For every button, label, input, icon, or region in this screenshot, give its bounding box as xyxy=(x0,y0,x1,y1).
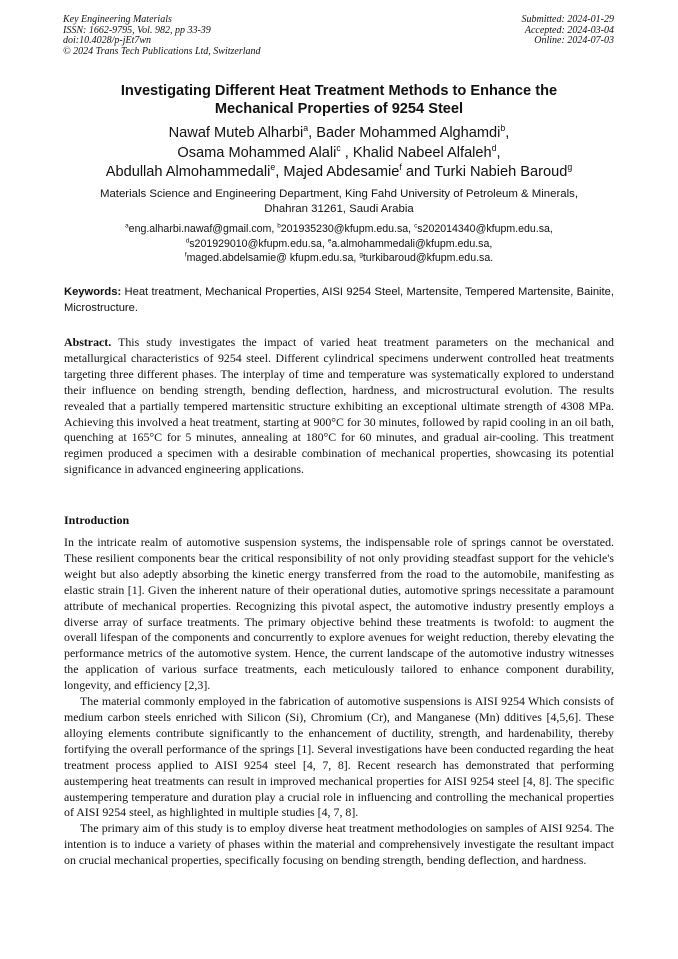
email-separator: , xyxy=(271,223,278,235)
email-link[interactable]: maged.abdelsamie@ kfupm.edu.sa xyxy=(186,252,354,264)
paragraph: In the intricate realm of automotive suspension systems, the indispensable role of springs cannot be overstated. These resilient components bear the critical responsibility of not only providing steadfast support for the vehicle's weight but also adeptly absorbing the kinetic energy transferred from the road to the automobile, manifesting as elastic strain [1]. Given the inherent nature of their operational duties, automotive springs necessitate a paramount attribute of mechanical properties. Recognizing this pivotal aspect, the automotive industry presently employs a diverse array of surface treatments. The primary objective behind these treatments is twofold: to augment the overall lifespan of the components and concurrently to explore avenues for weight reduction, thereby elevating the performance metrics of the automotive system. Hence, the current landscape of the automotive industry witnesses the application of various surface treatments, each meticulously tailored to enhance component durability, longevity, and efficiency [2,3]. xyxy=(64,535,614,693)
journal-header xyxy=(63,15,261,57)
author-separator: , xyxy=(340,144,353,161)
issn-volume: ISSN: 1662-9795, Vol. 982, pp 33-39 xyxy=(63,24,211,36)
abstract xyxy=(64,335,614,478)
abstract-label: Abstract. xyxy=(64,335,112,349)
email-mark: e xyxy=(327,236,332,244)
email-link[interactable]: s201929010@kfupm.edu.sa xyxy=(189,237,322,250)
email-separator: , xyxy=(353,252,360,264)
author-separator: and xyxy=(401,164,435,180)
email-mark: c xyxy=(414,222,418,230)
author-affil-mark: a xyxy=(303,123,309,134)
email-link[interactable]: s202014340@kfupm.edu.sa, xyxy=(417,223,553,235)
email-separator: , xyxy=(408,223,415,235)
email-mark: f xyxy=(184,251,187,259)
online-date: Online: 2024-07-03 xyxy=(534,35,614,47)
author-list xyxy=(40,124,638,183)
author-affil-mark: e xyxy=(270,162,276,173)
author-name: Abdullah Almohammedali xyxy=(105,164,271,180)
affiliation xyxy=(40,187,638,217)
email-mark: a xyxy=(125,222,129,230)
author-name: Osama Mohammed Alali xyxy=(177,144,337,161)
keywords xyxy=(64,285,614,316)
author-separator: , xyxy=(275,164,284,180)
author-name: Khalid Nabeel Alfaleh xyxy=(352,144,492,161)
email-mark: d xyxy=(185,236,190,244)
author-affil-mark: f xyxy=(399,162,402,173)
accepted-date: Accepted: 2024-03-04 xyxy=(524,24,614,36)
email-link[interactable]: turkibaroud@kfupm.edu.sa. xyxy=(362,252,494,264)
copyright: © 2024 Trans Tech Publications Ltd, Switzerland xyxy=(63,45,261,57)
paragraph: The material commonly employed in the fabrication of automotive suspensions is AISI 9254 Which consists of medium carbon steels enriched with Silicon (Si), Chromium (Cr), and Manganese (Mn) dditives [4,5,6]. These alloying elements contribute significantly to the enhancement of ductility, strength, and hardenability, thereby fortifying the overall performance of the springs [1]. Several investigations have been conducted regarding the heat treatment process applied to AISI 9254 steel [4, 7, 8]. Recent research has demonstrated that performing austempering heat treatments can result in improved mechanical properties for AISI 9254 steel [4, 8]. The specific austempering temperature and duration play a crucial role in influencing and controlling the mechanical properties of AISI 9254 steel, as highlighted in multiple studies [4, 7, 8]. xyxy=(64,694,614,820)
email-mark: b xyxy=(277,222,281,230)
author-line xyxy=(40,163,638,183)
author-affil-mark: g xyxy=(567,162,573,173)
email-line xyxy=(40,251,638,266)
author-separator: , xyxy=(308,125,317,141)
affiliation-line: Materials Science and Engineering Department, King Fahd University of Petroleum & Minerals, xyxy=(99,188,578,200)
title-line: Investigating Different Heat Treatment Methods to Enhance the xyxy=(120,83,558,99)
email-link[interactable]: 201935230@kfupm.edu.sa xyxy=(280,223,409,235)
author-line xyxy=(40,124,638,144)
keywords-text: Heat treatment, Mechanical Properties, AISI 9254 Steel, Martensite, Tempered Martensite, Bainite, Microstructure. xyxy=(64,286,614,314)
author-name: Nawaf Muteb Alharbi xyxy=(168,125,304,141)
doi: doi:10.4028/p-jEt7wn xyxy=(63,35,152,47)
email-link[interactable]: eng.alharbi.nawaf@gmail.com xyxy=(128,223,272,235)
paragraph: The primary aim of this study is to employ diverse heat treatment methodologies on samples of AISI 9254. The intention is to induce a variety of phases within the material and comprehensively investigate the resultant impact on crucial mechanical properties, specifically focusing on bending strength, bending deflection, and hardness. xyxy=(64,821,614,868)
paper-title xyxy=(40,82,638,118)
submitted-date: Submitted: 2024-01-29 xyxy=(521,14,614,25)
journal-name: Key Engineering Materials xyxy=(63,14,172,25)
email-line xyxy=(40,222,638,237)
author-affil-mark: c xyxy=(336,142,341,153)
email-line xyxy=(40,237,638,252)
dates-header xyxy=(522,15,615,47)
keywords-label: Keywords: xyxy=(64,286,122,298)
author-name: Turki Nabieh Baroud xyxy=(434,164,568,180)
title-line: Mechanical Properties of 9254 Steel xyxy=(214,101,464,117)
email-separator: , xyxy=(321,237,328,250)
author-separator: , xyxy=(505,125,510,141)
affiliation-line: Dhahran 31261, Saudi Arabia xyxy=(264,203,414,215)
author-name: Majed Abdesamie xyxy=(283,164,400,180)
author-line xyxy=(40,144,638,164)
introduction-body xyxy=(64,535,614,869)
abstract-text: This study investigates the impact of varied heat treatment parameters on the mechanical and metallurgical characteristics of 9254 steel. Different cylindrical specimens underwent controlled heat treatments targeting three different phases. The interplay of time and temperature was systematically explored to understand their influence on bending strength, bending deflection, hardness, and microstructural evolution. The results revealed that a partially tempered martensitic structure exhibiting an exceptional ultimate strength of 4308 MPa. Achieving this involved a heat treatment, starting at 900°C for 30 minutes, followed by rapid cooling in an oil bath, quenching at 165°C for 5 minutes, annealing at 180°C for 60 minutes, and gradual air-cooling. This treatment regimen produced a specimen with a desirable combination of mechanical properties, showcasing its potential significance in advanced engineering applications. xyxy=(64,335,614,477)
section-heading-introduction: Introduction xyxy=(64,513,130,527)
email-link[interactable]: a.almohammedali@kfupm.edu.sa, xyxy=(331,237,493,250)
email-mark: g xyxy=(359,251,363,259)
author-affil-mark: d xyxy=(491,142,497,153)
author-name: Bader Mohammed Alghamdi xyxy=(316,125,501,141)
email-list xyxy=(40,222,638,266)
author-affil-mark: b xyxy=(500,123,506,134)
author-separator: , xyxy=(496,144,501,161)
